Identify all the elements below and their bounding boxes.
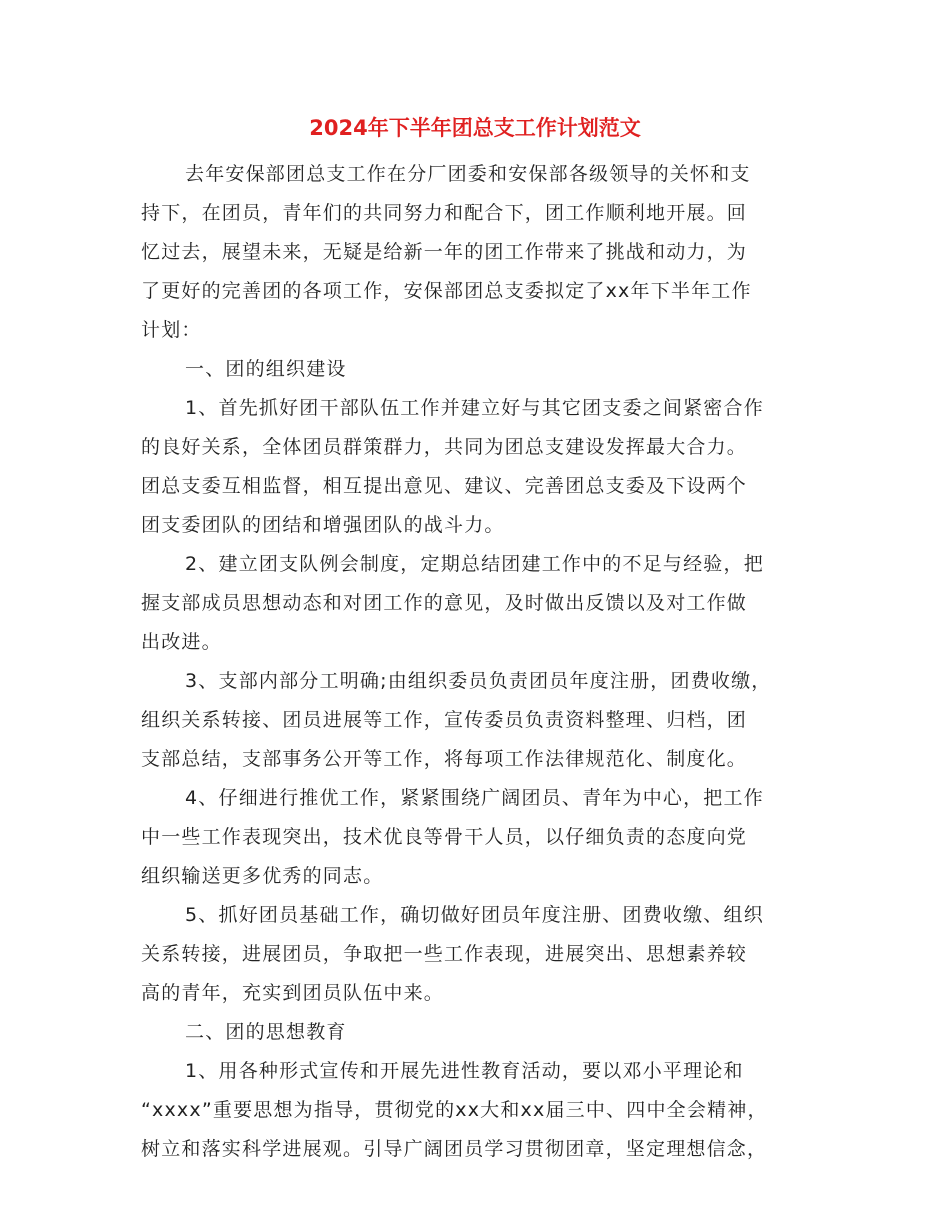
text-line: 中一些工作表现突出，技术优良等骨干人员，以仔细负责的态度向党 [141, 826, 748, 848]
text-line: 树立和落实科学进展观。引导广阔团员学习贯彻团章，坚定理想信念， [141, 1138, 768, 1160]
text-line: 持下，在团员，青年们的共同努力和配合下，团工作顺利地开展。回 [141, 202, 748, 224]
text-line: 支部总结，支部事务公开等工作，将每项工作法律规范化、制度化。 [141, 748, 748, 770]
text-line: 去年安保部团总支工作在分厂团委和安保部各级领导的关怀和支 [185, 163, 751, 185]
text-line: 关系转接，进展团员，争取把一些工作表现，进展突出、思想素养较 [141, 943, 748, 965]
text-line: 1、首先抓好团干部队伍工作并建立好与其它团支委之间紧密合作 [185, 397, 764, 419]
text-line: 出改进。 [141, 631, 222, 653]
text-line: 团总支委互相监督，相互提出意见、建议、完善团总支委及下设两个 [141, 475, 748, 497]
text-line: 计划： [141, 319, 202, 341]
text-line: 二、团的思想教育 [185, 1021, 347, 1043]
text-line: 组织输送更多优秀的同志。 [141, 865, 384, 887]
document-body [141, 155, 841, 1169]
text-line: 4、仔细进行推优工作，紧紧围绕广阔团员、青年为中心，把工作 [185, 787, 764, 809]
text-line: 忆过去，展望未来，无疑是给新一年的团工作带来了挑战和动力，为 [141, 241, 748, 263]
text-line: “xxxx”重要思想为指导，贯彻党的xx大和xx届三中、四中全会精神， [141, 1099, 768, 1121]
text-line: 3、支部内部分工明确;由组织委员负责团员年度注册，团费收缴， [185, 670, 772, 692]
document-title: 2024年下半年团总支工作计划范文 [309, 116, 641, 140]
text-line: 的良好关系，全体团员群策群力，共同为团总支建设发挥最大合力。 [141, 436, 748, 458]
text-line: 2、建立团支队例会制度，定期总结团建工作中的不足与经验，把 [185, 553, 764, 575]
text-line: 团支委团队的团结和增强团队的战斗力。 [141, 514, 505, 536]
text-line: 一、团的组织建设 [185, 358, 347, 380]
text-line: 5、抓好团员基础工作，确切做好团员年度注册、团费收缴、组织 [185, 904, 764, 926]
text-line: 1、用各种形式宣传和开展先进性教育活动，要以邓小平理论和 [185, 1060, 744, 1082]
text-line: 组织关系转接、团员进展等工作，宣传委员负责资料整理、归档，团 [141, 709, 748, 731]
text-line: 握支部成员思想动态和对团工作的意见，及时做出反馈以及对工作做 [141, 592, 748, 614]
text-line: 高的青年，充实到团员队伍中来。 [141, 982, 445, 1004]
text-line: 了更好的完善团的各项工作，安保部团总支委拟定了xx年下半年工作 [141, 280, 752, 302]
